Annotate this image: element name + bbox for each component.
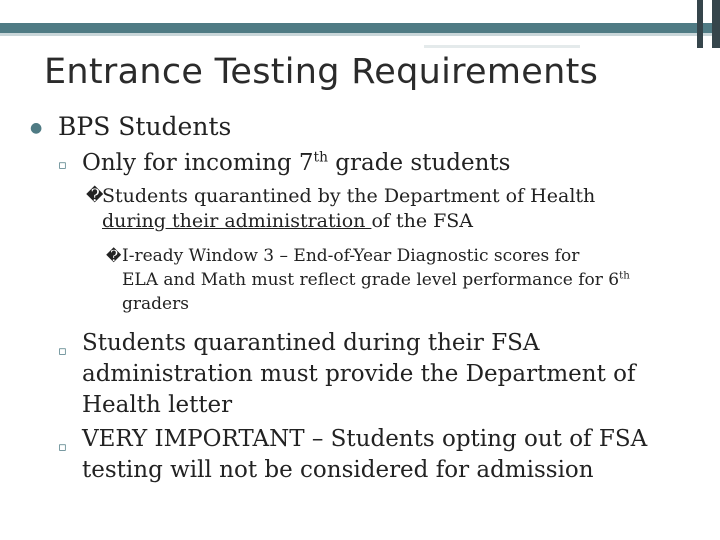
square-bullet-icon: ▫ — [58, 344, 67, 359]
sub-bullet-text — [82, 150, 510, 176]
bullet-text: BPS Students — [58, 112, 232, 141]
text-line: graders — [122, 294, 189, 314]
sub-bullet-incoming-7th — [58, 150, 510, 176]
superscript: th — [619, 270, 630, 282]
level4-bullet-iready — [106, 244, 630, 316]
square-bullet-icon: ▫ — [58, 158, 67, 173]
text-line — [102, 209, 595, 234]
missing-glyph-icon: � — [106, 247, 122, 265]
square-bullet-icon: ▫ — [58, 440, 67, 455]
round-bullet-icon: ● — [30, 120, 43, 136]
text-line: Health letter — [82, 392, 233, 418]
sub-sub-bullet-quarantined — [86, 184, 595, 234]
underlined-text: during their administration — [102, 210, 372, 232]
text-line: testing will not be considered for admission — [82, 457, 594, 483]
slide-title: Entrance Testing Requirements — [44, 52, 599, 92]
text-tail: of the FSA — [371, 210, 474, 232]
level4-bullet-text — [122, 244, 630, 316]
sub-bullet-text-tail: grade students — [327, 150, 511, 176]
text-main: ELA and Math must reflect grade level performance for 6 — [122, 270, 620, 290]
text-line — [122, 268, 630, 292]
text-line: I-ready Window 3 – End-of-Year Diagnostic scores for — [122, 246, 580, 266]
sub-sub-bullet-text — [102, 184, 595, 234]
missing-glyph-icon: � — [86, 186, 104, 206]
sub-bullet-department-letter — [58, 328, 635, 421]
text-line: Students quarantined by the Department of Health — [102, 185, 596, 207]
superscript: th — [313, 149, 328, 166]
sub-bullet-very-important — [58, 424, 647, 486]
text-line: administration must provide the Department of — [82, 361, 636, 387]
text-line: Students quarantined during their FSA — [82, 330, 540, 356]
sub-bullet-text — [82, 328, 635, 421]
sub-bullet-text — [82, 424, 647, 486]
sub-bullet-text-main: Only for incoming 7 — [82, 150, 314, 176]
text-line: VERY IMPORTANT – Students opting out of FSA — [82, 426, 648, 452]
bullet-bps-students — [30, 112, 231, 141]
